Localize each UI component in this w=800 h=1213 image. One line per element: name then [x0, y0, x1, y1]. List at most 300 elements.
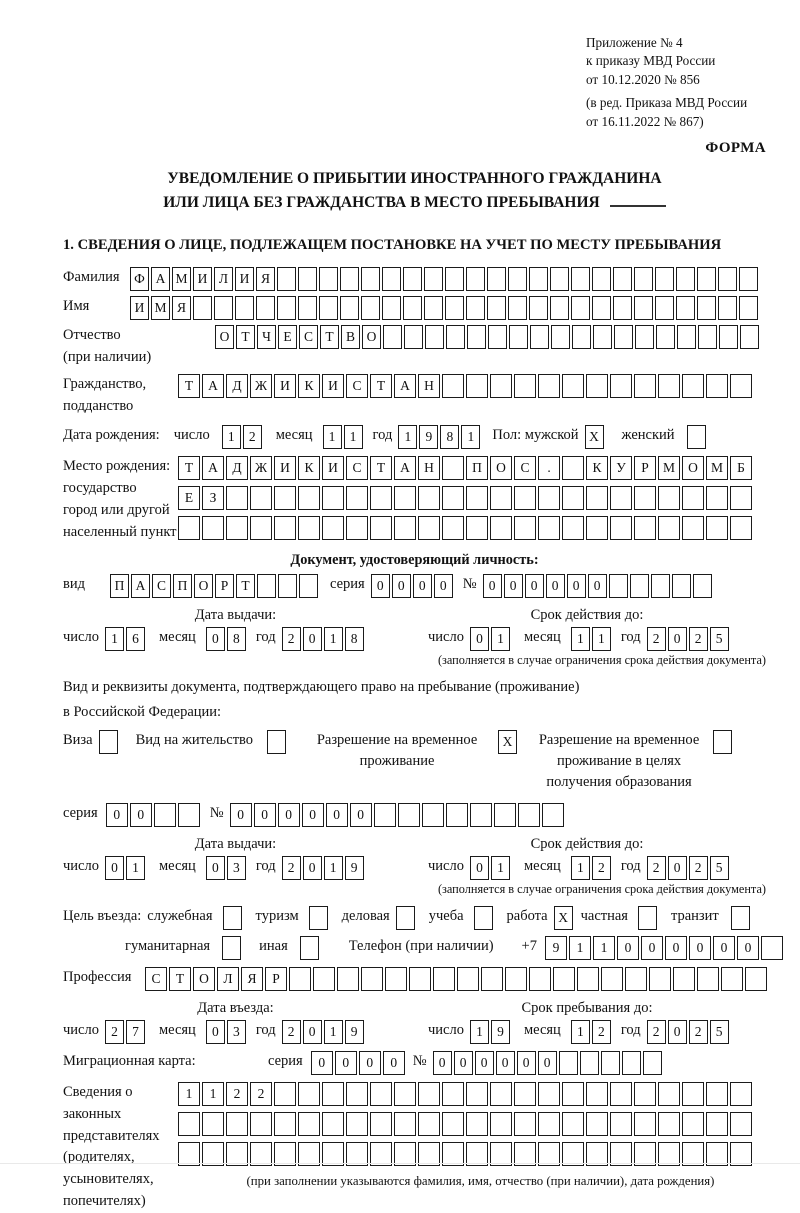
char-box[interactable] — [562, 1082, 584, 1106]
char-box[interactable] — [340, 296, 359, 320]
char-box[interactable] — [514, 1112, 536, 1136]
char-box[interactable] — [514, 1142, 536, 1166]
iddoc-valid-month-input[interactable] — [571, 627, 613, 651]
char-box[interactable] — [634, 486, 656, 510]
char-box[interactable] — [442, 516, 464, 540]
char-box[interactable] — [658, 1142, 680, 1166]
purpose-official-checkbox[interactable] — [223, 906, 244, 930]
char-box[interactable]: 0 — [504, 574, 523, 598]
char-box[interactable]: В — [341, 325, 360, 349]
char-box[interactable] — [586, 1142, 608, 1166]
char-box[interactable] — [586, 1112, 608, 1136]
char-box[interactable] — [718, 296, 737, 320]
char-box[interactable] — [721, 967, 743, 991]
char-box[interactable] — [682, 516, 704, 540]
char-box[interactable]: 0 — [588, 574, 607, 598]
char-box[interactable] — [676, 267, 695, 291]
char-box[interactable] — [577, 967, 599, 991]
char-box[interactable] — [610, 516, 632, 540]
char-box[interactable]: 5 — [710, 627, 729, 651]
char-box[interactable] — [673, 967, 695, 991]
char-box[interactable] — [613, 267, 632, 291]
iddoc-issue-year-input[interactable] — [282, 627, 366, 651]
char-box[interactable]: О — [194, 574, 213, 598]
char-box[interactable] — [322, 1112, 344, 1136]
profession-input[interactable] — [145, 967, 769, 991]
char-box[interactable]: 1 — [222, 425, 241, 449]
char-box[interactable] — [634, 1112, 656, 1136]
char-box[interactable]: И — [322, 456, 344, 480]
checkbox[interactable]: X — [498, 730, 517, 754]
checkbox[interactable] — [267, 730, 286, 754]
char-box[interactable] — [682, 1142, 704, 1166]
char-box[interactable] — [562, 1142, 584, 1166]
char-box[interactable]: И — [130, 296, 149, 320]
char-box[interactable] — [613, 296, 632, 320]
char-box[interactable]: 0 — [641, 936, 663, 960]
char-box[interactable] — [418, 1112, 440, 1136]
char-box[interactable]: Л — [217, 967, 239, 991]
char-box[interactable] — [298, 1112, 320, 1136]
char-box[interactable] — [442, 374, 464, 398]
char-box[interactable] — [319, 296, 338, 320]
birth-month-input[interactable] — [323, 425, 365, 449]
char-box[interactable] — [278, 574, 297, 598]
char-box[interactable] — [442, 456, 464, 480]
char-box[interactable] — [676, 296, 695, 320]
char-box[interactable]: Л — [214, 267, 233, 291]
birth-day-input[interactable] — [222, 425, 264, 449]
char-box[interactable] — [610, 1082, 632, 1106]
char-box[interactable]: 0 — [517, 1051, 536, 1075]
char-box[interactable] — [383, 325, 402, 349]
char-box[interactable]: Т — [370, 456, 392, 480]
char-box[interactable] — [404, 325, 423, 349]
char-box[interactable]: 1 — [569, 936, 591, 960]
char-box[interactable]: К — [298, 456, 320, 480]
char-box[interactable] — [562, 456, 584, 480]
char-box[interactable]: 2 — [592, 856, 611, 880]
char-box[interactable] — [551, 325, 570, 349]
char-box[interactable] — [467, 325, 486, 349]
char-box[interactable] — [538, 1112, 560, 1136]
char-box[interactable]: 0 — [433, 1051, 452, 1075]
checkbox[interactable] — [99, 730, 118, 754]
char-box[interactable] — [658, 374, 680, 398]
char-box[interactable]: И — [274, 456, 296, 480]
char-box[interactable]: 0 — [689, 936, 711, 960]
checkbox[interactable] — [222, 936, 241, 960]
char-box[interactable] — [529, 967, 551, 991]
purpose-private-checkbox[interactable] — [638, 906, 659, 930]
char-box[interactable] — [562, 486, 584, 510]
char-box[interactable]: А — [394, 374, 416, 398]
char-box[interactable] — [256, 296, 275, 320]
entry-year-input[interactable] — [282, 1020, 366, 1044]
char-box[interactable] — [655, 296, 674, 320]
char-box[interactable]: С — [152, 574, 171, 598]
staydoc-valid-day-input[interactable] — [470, 856, 512, 880]
char-box[interactable] — [658, 486, 680, 510]
char-box[interactable] — [319, 267, 338, 291]
char-box[interactable] — [658, 516, 680, 540]
staydoc-valid-month-input[interactable] — [571, 856, 613, 880]
char-box[interactable] — [424, 267, 443, 291]
char-box[interactable]: 0 — [326, 803, 348, 827]
char-box[interactable] — [610, 486, 632, 510]
char-box[interactable] — [394, 486, 416, 510]
char-box[interactable] — [682, 374, 704, 398]
char-box[interactable]: 0 — [303, 627, 322, 651]
char-box[interactable]: А — [394, 456, 416, 480]
char-box[interactable] — [403, 267, 422, 291]
char-box[interactable] — [442, 1082, 464, 1106]
char-box[interactable]: 2 — [282, 1020, 301, 1044]
char-box[interactable] — [385, 967, 407, 991]
char-box[interactable]: 2 — [689, 1020, 708, 1044]
purpose-study-checkbox[interactable] — [474, 906, 495, 930]
char-box[interactable] — [658, 1082, 680, 1106]
char-box[interactable] — [394, 516, 416, 540]
char-box[interactable] — [490, 1112, 512, 1136]
char-box[interactable] — [706, 1142, 728, 1166]
char-box[interactable]: 9 — [419, 425, 438, 449]
char-box[interactable] — [250, 1112, 272, 1136]
char-box[interactable] — [466, 1142, 488, 1166]
char-box[interactable] — [370, 516, 392, 540]
char-box[interactable] — [592, 296, 611, 320]
char-box[interactable] — [299, 574, 318, 598]
char-box[interactable] — [490, 486, 512, 510]
char-box[interactable] — [442, 1142, 464, 1166]
char-box[interactable]: 8 — [227, 627, 246, 651]
char-box[interactable] — [466, 516, 488, 540]
stay-year-input[interactable] — [647, 1020, 731, 1044]
char-box[interactable]: 0 — [105, 856, 124, 880]
char-box[interactable] — [562, 1112, 584, 1136]
char-box[interactable] — [277, 267, 296, 291]
char-box[interactable]: 1 — [324, 856, 343, 880]
char-box[interactable] — [542, 803, 564, 827]
char-box[interactable] — [730, 374, 752, 398]
char-box[interactable]: 8 — [440, 425, 459, 449]
char-box[interactable] — [761, 936, 783, 960]
char-box[interactable] — [658, 1112, 680, 1136]
char-box[interactable] — [538, 486, 560, 510]
char-box[interactable]: . — [538, 456, 560, 480]
char-box[interactable]: 1 — [323, 425, 342, 449]
char-box[interactable] — [470, 803, 492, 827]
char-box[interactable]: 1 — [178, 1082, 200, 1106]
char-box[interactable]: 0 — [668, 856, 687, 880]
char-box[interactable] — [550, 267, 569, 291]
char-box[interactable] — [592, 267, 611, 291]
char-box[interactable] — [346, 486, 368, 510]
stay-day-input[interactable] — [470, 1020, 512, 1044]
migcard-series-input[interactable] — [311, 1051, 407, 1075]
char-box[interactable]: Н — [418, 456, 440, 480]
char-box[interactable]: 9 — [345, 1020, 364, 1044]
char-box[interactable] — [425, 325, 444, 349]
char-box[interactable]: П — [173, 574, 192, 598]
char-box[interactable]: С — [145, 967, 167, 991]
char-box[interactable] — [466, 1112, 488, 1136]
char-box[interactable]: М — [658, 456, 680, 480]
char-box[interactable]: 1 — [491, 856, 510, 880]
char-box[interactable]: 0 — [496, 1051, 515, 1075]
temp-residence-education-checkbox[interactable] — [713, 730, 734, 754]
char-box[interactable]: М — [172, 267, 191, 291]
char-box[interactable]: Ф — [130, 267, 149, 291]
char-box[interactable]: 0 — [206, 627, 225, 651]
char-box[interactable] — [322, 516, 344, 540]
char-box[interactable]: Ч — [257, 325, 276, 349]
char-box[interactable] — [361, 296, 380, 320]
char-box[interactable]: М — [706, 456, 728, 480]
char-box[interactable]: 0 — [383, 1051, 405, 1075]
char-box[interactable] — [634, 296, 653, 320]
char-box[interactable]: 5 — [710, 1020, 729, 1044]
char-box[interactable] — [298, 1082, 320, 1106]
representatives-line3-input[interactable] — [178, 1142, 783, 1166]
char-box[interactable]: 2 — [647, 856, 666, 880]
char-box[interactable] — [418, 486, 440, 510]
char-box[interactable] — [226, 516, 248, 540]
char-box[interactable] — [274, 1112, 296, 1136]
char-box[interactable] — [580, 1051, 599, 1075]
char-box[interactable] — [518, 803, 540, 827]
char-box[interactable] — [346, 1112, 368, 1136]
iddoc-valid-year-input[interactable] — [647, 627, 731, 651]
char-box[interactable]: 1 — [593, 936, 615, 960]
char-box[interactable]: А — [131, 574, 150, 598]
char-box[interactable] — [418, 1142, 440, 1166]
checkbox[interactable] — [223, 906, 242, 930]
sex-male-checkbox[interactable] — [585, 425, 606, 449]
char-box[interactable] — [614, 325, 633, 349]
char-box[interactable] — [706, 1082, 728, 1106]
char-box[interactable] — [202, 1112, 224, 1136]
char-box[interactable] — [706, 374, 728, 398]
char-box[interactable] — [274, 486, 296, 510]
char-box[interactable] — [586, 1082, 608, 1106]
char-box[interactable] — [322, 1082, 344, 1106]
char-box[interactable]: 2 — [592, 1020, 611, 1044]
char-box[interactable] — [730, 1112, 752, 1136]
char-box[interactable]: 1 — [126, 856, 145, 880]
char-box[interactable] — [538, 1142, 560, 1166]
char-box[interactable]: 0 — [278, 803, 300, 827]
checkbox[interactable] — [731, 906, 750, 930]
checkbox[interactable] — [474, 906, 493, 930]
char-box[interactable]: 2 — [282, 856, 301, 880]
char-box[interactable]: 0 — [303, 1020, 322, 1044]
char-box[interactable] — [394, 1082, 416, 1106]
char-box[interactable]: Н — [418, 374, 440, 398]
char-box[interactable] — [274, 1142, 296, 1166]
char-box[interactable] — [509, 325, 528, 349]
char-box[interactable] — [745, 967, 767, 991]
char-box[interactable] — [672, 574, 691, 598]
char-box[interactable] — [422, 803, 444, 827]
char-box[interactable]: 0 — [737, 936, 759, 960]
char-box[interactable]: 7 — [126, 1020, 145, 1044]
temp-residence-checkbox[interactable] — [498, 730, 519, 754]
char-box[interactable] — [651, 574, 670, 598]
char-box[interactable] — [601, 967, 623, 991]
staydoc-issue-year-input[interactable] — [282, 856, 366, 880]
checkbox[interactable]: X — [585, 425, 604, 449]
purpose-other-checkbox[interactable] — [300, 936, 321, 960]
purpose-work-checkbox[interactable] — [554, 906, 575, 930]
char-box[interactable]: 2 — [647, 627, 666, 651]
char-box[interactable] — [370, 1112, 392, 1136]
char-box[interactable]: 1 — [571, 856, 590, 880]
char-box[interactable]: 0 — [254, 803, 276, 827]
char-box[interactable] — [514, 1082, 536, 1106]
char-box[interactable]: 3 — [227, 1020, 246, 1044]
char-box[interactable]: 0 — [359, 1051, 381, 1075]
char-box[interactable] — [706, 516, 728, 540]
char-box[interactable]: 2 — [226, 1082, 248, 1106]
char-box[interactable]: И — [235, 267, 254, 291]
checkbox[interactable]: X — [554, 906, 573, 930]
char-box[interactable] — [739, 267, 758, 291]
iddoc-valid-day-input[interactable] — [470, 627, 512, 651]
char-box[interactable]: Е — [178, 486, 200, 510]
char-box[interactable] — [382, 296, 401, 320]
char-box[interactable]: 0 — [665, 936, 687, 960]
checkbox[interactable] — [687, 425, 706, 449]
char-box[interactable] — [346, 1082, 368, 1106]
residence-permit-checkbox[interactable] — [267, 730, 288, 754]
char-box[interactable] — [374, 803, 396, 827]
birthplace-line3-input[interactable] — [178, 516, 754, 540]
staydoc-number-input[interactable] — [230, 803, 566, 827]
iddoc-issue-day-input[interactable] — [105, 627, 147, 651]
char-box[interactable] — [530, 325, 549, 349]
char-box[interactable]: К — [298, 374, 320, 398]
char-box[interactable] — [178, 1142, 200, 1166]
char-box[interactable]: 2 — [250, 1082, 272, 1106]
char-box[interactable] — [593, 325, 612, 349]
char-box[interactable]: 0 — [302, 803, 324, 827]
char-box[interactable]: С — [346, 456, 368, 480]
checkbox[interactable] — [309, 906, 328, 930]
char-box[interactable] — [610, 1112, 632, 1136]
char-box[interactable]: 0 — [525, 574, 544, 598]
checkbox[interactable] — [638, 906, 657, 930]
char-box[interactable] — [154, 803, 176, 827]
char-box[interactable]: О — [193, 967, 215, 991]
patronymic-input[interactable] — [215, 325, 761, 349]
char-box[interactable] — [571, 267, 590, 291]
char-box[interactable] — [202, 1142, 224, 1166]
char-box[interactable] — [361, 267, 380, 291]
char-box[interactable] — [298, 486, 320, 510]
char-box[interactable] — [697, 296, 716, 320]
char-box[interactable]: 0 — [567, 574, 586, 598]
char-box[interactable] — [178, 516, 200, 540]
char-box[interactable]: М — [151, 296, 170, 320]
char-box[interactable]: А — [202, 456, 224, 480]
char-box[interactable] — [178, 803, 200, 827]
citizenship-input[interactable] — [178, 374, 754, 398]
birth-year-input[interactable] — [398, 425, 482, 449]
char-box[interactable]: 0 — [230, 803, 252, 827]
char-box[interactable] — [446, 325, 465, 349]
char-box[interactable]: 1 — [571, 627, 590, 651]
char-box[interactable]: 1 — [470, 1020, 489, 1044]
char-box[interactable]: 0 — [206, 1020, 225, 1044]
char-box[interactable]: Д — [226, 374, 248, 398]
char-box[interactable]: З — [202, 486, 224, 510]
char-box[interactable] — [178, 1112, 200, 1136]
char-box[interactable] — [609, 574, 628, 598]
char-box[interactable] — [433, 967, 455, 991]
char-box[interactable] — [346, 516, 368, 540]
char-box[interactable] — [490, 1142, 512, 1166]
staydoc-valid-year-input[interactable] — [647, 856, 731, 880]
char-box[interactable] — [586, 374, 608, 398]
char-box[interactable]: 0 — [350, 803, 372, 827]
char-box[interactable] — [457, 967, 479, 991]
char-box[interactable] — [739, 296, 758, 320]
char-box[interactable] — [740, 325, 759, 349]
char-box[interactable]: К — [586, 456, 608, 480]
char-box[interactable] — [418, 516, 440, 540]
char-box[interactable]: 0 — [546, 574, 565, 598]
char-box[interactable] — [466, 1082, 488, 1106]
char-box[interactable] — [508, 267, 527, 291]
char-box[interactable] — [250, 1142, 272, 1166]
char-box[interactable] — [706, 1112, 728, 1136]
char-box[interactable] — [250, 486, 272, 510]
firstname-input[interactable] — [130, 296, 760, 320]
char-box[interactable]: 0 — [668, 1020, 687, 1044]
char-box[interactable] — [682, 1112, 704, 1136]
iddoc-kind-input[interactable] — [110, 574, 320, 598]
char-box[interactable]: 0 — [470, 856, 489, 880]
checkbox[interactable] — [713, 730, 732, 754]
char-box[interactable]: 9 — [545, 936, 567, 960]
char-box[interactable]: 2 — [689, 627, 708, 651]
char-box[interactable] — [571, 296, 590, 320]
char-box[interactable] — [250, 516, 272, 540]
char-box[interactable]: 0 — [470, 627, 489, 651]
char-box[interactable]: Т — [370, 374, 392, 398]
char-box[interactable] — [634, 374, 656, 398]
char-box[interactable] — [289, 967, 311, 991]
char-box[interactable]: А — [151, 267, 170, 291]
char-box[interactable] — [235, 296, 254, 320]
char-box[interactable] — [610, 1142, 632, 1166]
char-box[interactable]: Ж — [250, 456, 272, 480]
char-box[interactable]: 0 — [713, 936, 735, 960]
char-box[interactable]: 0 — [311, 1051, 333, 1075]
char-box[interactable] — [382, 267, 401, 291]
char-box[interactable] — [446, 803, 468, 827]
char-box[interactable]: 0 — [392, 574, 411, 598]
char-box[interactable]: 0 — [206, 856, 225, 880]
char-box[interactable]: Б — [730, 456, 752, 480]
char-box[interactable] — [586, 516, 608, 540]
char-box[interactable]: 5 — [710, 856, 729, 880]
char-box[interactable]: Т — [236, 325, 255, 349]
char-box[interactable]: 9 — [491, 1020, 510, 1044]
char-box[interactable] — [466, 296, 485, 320]
char-box[interactable]: И — [274, 374, 296, 398]
